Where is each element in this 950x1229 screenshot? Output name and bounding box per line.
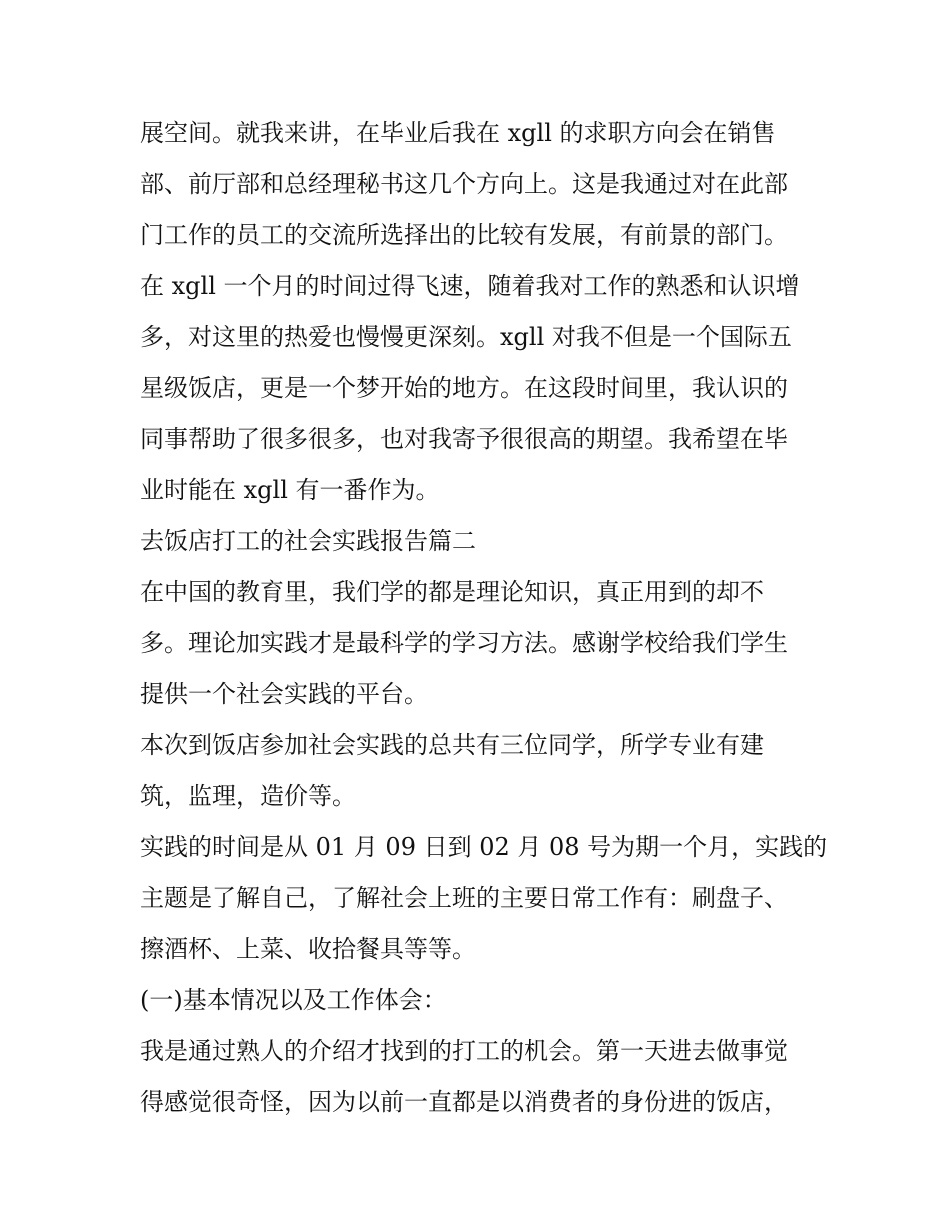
text-line: 门工作的员工的交流所选择出的比较有发展，有前景的部门。	[140, 221, 788, 249]
text-line: 在中国的教育里，我们学的都是理论知识，真正用到的却不	[140, 578, 764, 606]
text-line: 我是通过熟人的介绍才找到的打工的机会。第一天进去做事觉	[140, 1037, 788, 1065]
section-heading: 去饭店打工的社会实践报告篇二	[140, 527, 476, 555]
text-line: 同事帮助了很多很多，也对我寄予很很高的期望。我希望在毕	[140, 425, 788, 453]
text-line: 实践的时间是从 01 月 09 日到 02 月 08 号为期一个月，实践的	[140, 833, 828, 861]
text-line: 提供一个社会实践的平台。	[140, 680, 428, 708]
text-line: 在 xgll 一个月的时间过得飞速，随着我对工作的熟悉和认识增	[140, 272, 800, 300]
text-line: 星级饭店，更是一个梦开始的地方。在这段时间里，我认识的	[140, 374, 788, 402]
text-line: 多，对这里的热爱也慢慢更深刻。xgll 对我不但是一个国际五	[140, 323, 792, 351]
text-line: 展空间。就我来讲，在毕业后我在 xgll 的求职方向会在销售	[140, 119, 776, 147]
text-line: 本次到饭店参加社会实践的总共有三位同学，所学专业有建	[140, 731, 764, 759]
document-body	[140, 108, 828, 1128]
text-line: 得感觉很奇怪，因为以前一直都是以消费者的身份进的饭店，	[140, 1088, 788, 1116]
text-line: 筑，监理，造价等。	[140, 782, 356, 810]
text-line: 业时能在 xgll 有一番作为。	[140, 476, 440, 504]
text-line: 部、前厅部和总经理秘书这几个方向上。这是我通过对在此部	[140, 170, 788, 198]
text-line: 多。理论加实践才是最科学的学习方法。感谢学校给我们学生	[140, 629, 788, 657]
text-line: 主题是了解自己，了解社会上班的主要日常工作有：刷盘子、	[140, 884, 788, 912]
text-line: 擦酒杯、上菜、收拾餐具等等。	[140, 935, 476, 963]
subsection-heading: (一)基本情况以及工作体会：	[140, 986, 447, 1014]
